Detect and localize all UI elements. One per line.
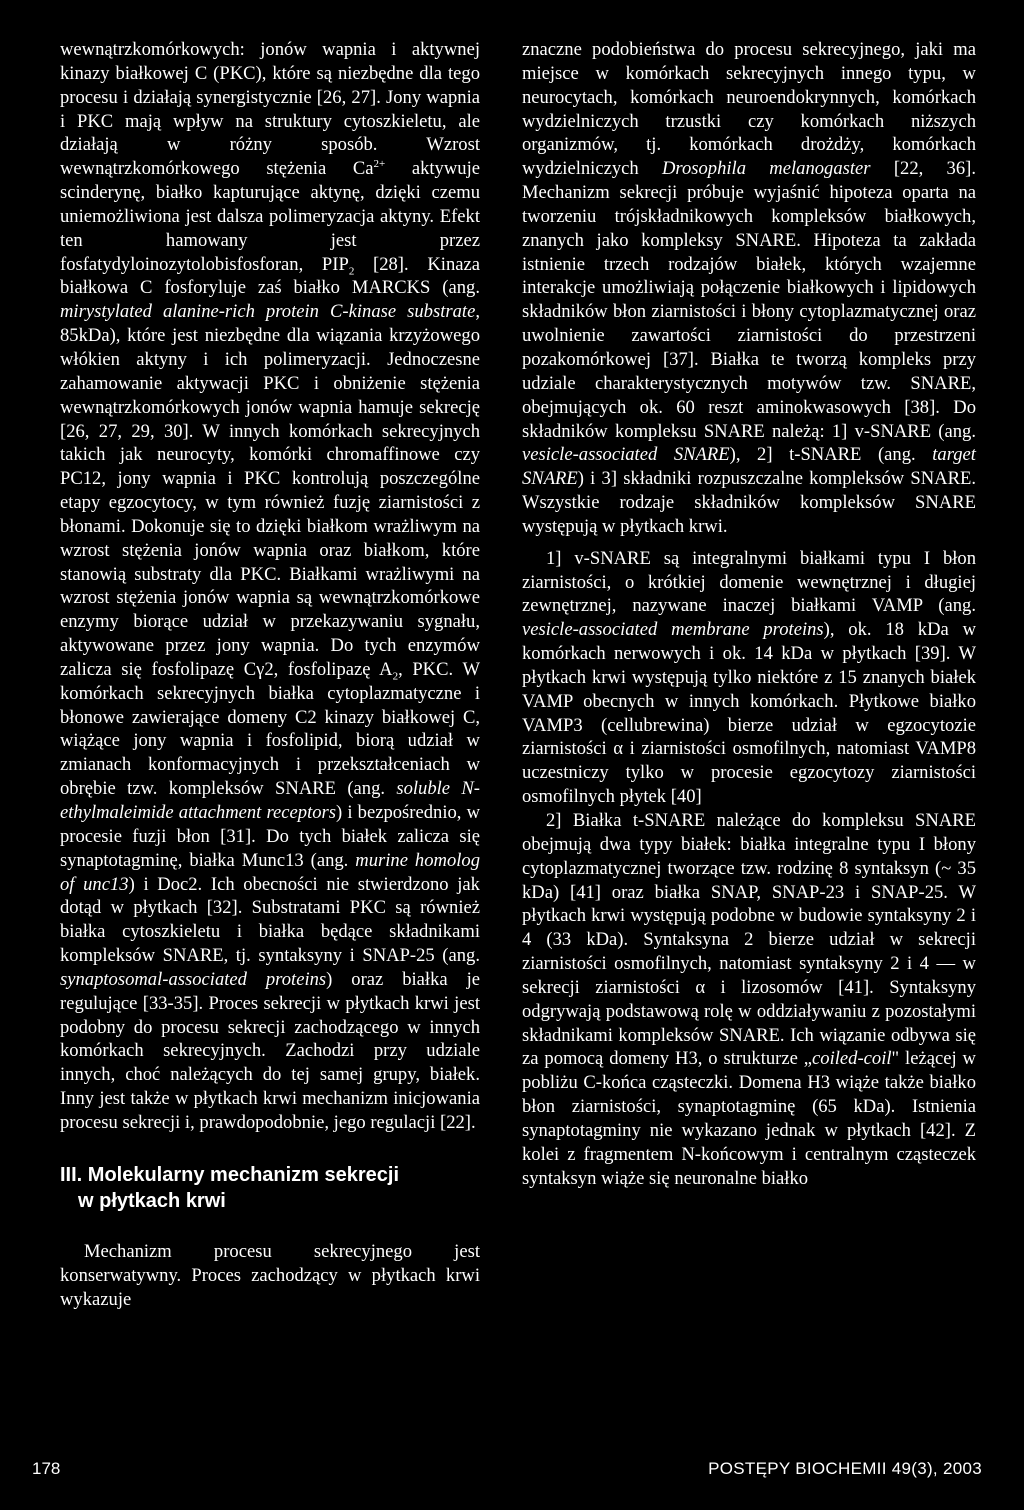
italic-term: synaptosomal-associated proteins [60,968,327,990]
text-run: ), 2] t-SNARE (ang. [729,444,933,466]
page-number: 178 [32,1459,61,1478]
paragraph-p2 [60,1240,480,1312]
italic-term: murine homolog of unc13 [60,849,481,895]
text-run: ) i Doc2. Ich obecności nie stwierdzono jak dotąd w płytkach [32]. Substratami PKC są również białka cytoszkieletu i białka będące składnikami kompleksów SNARE, tj. syntaksyny i SNAP-25 (ang. [60,873,480,967]
text-run: " leżącej w pobliżu C-końca cząsteczki. Domena H3 wiąże także białko błon ziarnistości, synaptotagminę (65 kDa). Istnienia synaptotagminy nie wykazano jednak w płytkach [42]. Z kolei z fragmentem N-końcowym i centralnym cząsteczek syntaksyn wiąże się neuronalne białko [522,1048,976,1189]
paragraph-p5 [522,809,976,1191]
italic-term: coiled-coil [812,1048,892,1070]
text-run: 2] Białka t-SNARE należące do kompleksu SNARE obejmują dwa typy białek: białka integralne typu I błony cytoplazmatycznej tworzące tzw. rodzinę 8 syntaksyn (~ 35 kDa) [41] oraz białka SNAP, SNAP-23 i SNAP-25. W płytkach krwi występują podobne w budowie syntaksyny 2 i 4 (33 kDa). Syntaksyna 2 bierze udział w sekrecji ziarnistości osmofilnych, natomiast syntaksyny 2 i 4 — w sekrecji ziarnistości α i lizosomów [41]. Syntaksyny odgrywają podstawową rolę w oddziaływaniu z pozostałymi składnikami kompleksów SNARE. Ich wiązanie odbywa się za pomocą domeny H3, o strukturze „ [522,810,976,1070]
subscript: 2 [348,265,355,278]
paragraph-p1 [60,38,480,1135]
paragraph-p3 [522,38,976,539]
journal-citation: POSTĘPY BIOCHEMII 49(3), 2003 [708,1459,982,1478]
right-column [522,38,976,1191]
left-column [60,38,480,1311]
superscript: 2+ [373,158,386,171]
text-run: ), ok. 18 kDa w komórkach nerwowych i ok. 14 kDa w płytkach [39]. W płytkach krwi występują tylko niektóre z 15 znanych białek VAMP obecnych w innych komórkach. Płytkowe białko VAMP3 (cellubrewina) bierze udział w egzocytozie ziarnistości α i ziarnistości osmofilnych, natomiast VAMP8 uczestniczy tylko w procesie egzocytozy ziarnistości osmofilnych płytek [40] [522,619,976,808]
text-run: ) i bezpośrednio, w procesie fuzji błon [31]. Do tych białek zalicza się synaptotagminę, białka Munc13 (ang. [60,802,480,871]
subscript: 2 [392,670,399,683]
text-run: , PKC. W komórkach sekrecyjnych białka cytoplazmatyczne i błonowe zawierające domeny C2 kinazy białkowej C, wiążące jony wapnia i fosfolipid, biorą udział w zmianach konformacyjnych i przekształceniach w obrębie tzw. kompleksów SNARE (ang. [60,658,480,800]
text-run: Mechanizm procesu sekrecyjnego jest konserwatywny. Proces zachodzący w płytkach krwi wykazuje [60,1240,480,1310]
section-heading-line-2: w płytkach krwi [78,1189,226,1212]
italic-term: vesicle-associated SNARE [522,444,730,466]
italic-term: vesicle-associated membrane proteins [522,619,824,641]
text-run: aktywuje scinderynę, białko kapturujące aktynę, dzięki czemu uniemożliwiona jest dalsza polimeryzacja aktyny. Efekt ten hamowany jest przez fosfatydyloinozytolobisfosforan, PIP [60,158,480,275]
italic-term: target SNARE [522,444,976,490]
text-run: ) oraz białka je regulujące [33-35]. Proces sekrecji w płytkach krwi jest podobny do procesu sekrecji zachodzącego w innych komórkach sekrecyjnych. Zachodzi przy udziale innych, choć należących do tej samej grupy, białek. Inny jest także w płytkach krwi mechanizm inicjowania procesu sekrecji i, prawdopodobnie, jego regulacji [22]. [60,968,480,1133]
text-run: znaczne podobieństwa do procesu sekrecyjnego, jaki ma miejsce w komórkach sekrecyjnych innego typu, w neurocytach, komórkach neuroendokrynnych, komórkach wydzielniczych trzustki czy komórkach niższych organizmów, tj. komórkach drożdży, komórkach wydzielniczych [522,39,976,180]
section-heading-line-1: III. Molekularny mechanizm sekrecji [60,1163,400,1186]
italic-term: Drosophila melanogaster [661,158,871,180]
page-footer [0,1455,1024,1485]
text-run: wewnątrzkomórkowych: jonów wapnia i aktywnej kinazy białkowej C (PKC), które są niezbędne dla tego procesu i działają synergistycznie [26, 27]. Jony wapnia i PKC mają wpływ na struktury cytoszkieletu, ale działają w różny sposób. Wzrost wewnątrzkomórkowego stężenia Ca [60,39,480,180]
text-run: [22, 36]. Mechanizm sekrecji próbuje wyjaśnić hipoteza oparta na tworzeniu trójskładnikowych kompleksów białkowych, znanych jako kompleksy SNARE. Hipoteza ta zakłada istnienie trzech rodzajów białek, których wzajemne interakcje umożliwiają połączenie białkowych i lipidowych składników błon ziarnistości i błony cytoplazmatycznej oraz uwolnienie zawartości ziarnistości do przestrzeni pozakomórkowej [37]. Białka te tworzą kompleks przy udziale charakterystycznych motywów tzw. SNARE, obejmujących ok. 60 reszt aminokwasowych [38]. Do składników kompleksu SNARE należą: 1] v-SNARE (ang. [522,158,976,442]
text-run: ) i 3] składniki rozpuszczalne kompleksów SNARE. Wszystkie rodzaje składników kompleksów SNARE występują w płytkach krwi. [522,468,976,537]
text-run: , 85kDa), które jest niezbędne dla wiązania krzyżowego włókien aktyny i ich polimeryzacji. Jednoczesne zahamowanie aktywacji PKC i obniżenie stężenia wewnątrzkomórkowych jonów wapnia hamuje sekrecję [26, 27, 29, 30]. W innych komórkach sekrecyjnych takich jak neurocyty, komórki chromaffinowe czy PC12, jony wapnia i PKC kontrolują poszczególne etapy egzocytocy, w tym również fuzję ziarnistości z błonami. Dokonuje się to dzięki białkom wrażliwym na wzrost stężenia jonów wapnia oraz białkom, które stanowią substraty dla PKC. Białkami wrażliwymi na wzrost stężenia jonów wapnia są wewnątrzkomórkowe enzymy biorące udział w przekazywaniu sygnału, aktywowane przez jony wapnia. Do tych enzymów zalicza się fosfolipazę Cγ2, fosfolipazę A [60,301,480,680]
section-heading [60,1162,480,1214]
italic-term: mirystylated alanine-rich protein C-kinase substrate [60,301,476,323]
text-run: 1] v-SNARE są integralnymi białkami typu I błon ziarnistości, o krótkiej domenie wewnętrznej i długiej zewnętrznej, nazywane inaczej białkami VAMP (ang. [522,547,976,617]
paragraph-p4 [522,547,976,809]
text-run: [28]. Kinaza białkowa C fosforyluje zaś białko MARCKS (ang. [60,253,480,299]
italic-term: soluble N-ethylmaleimide attachment receptors [60,778,480,823]
